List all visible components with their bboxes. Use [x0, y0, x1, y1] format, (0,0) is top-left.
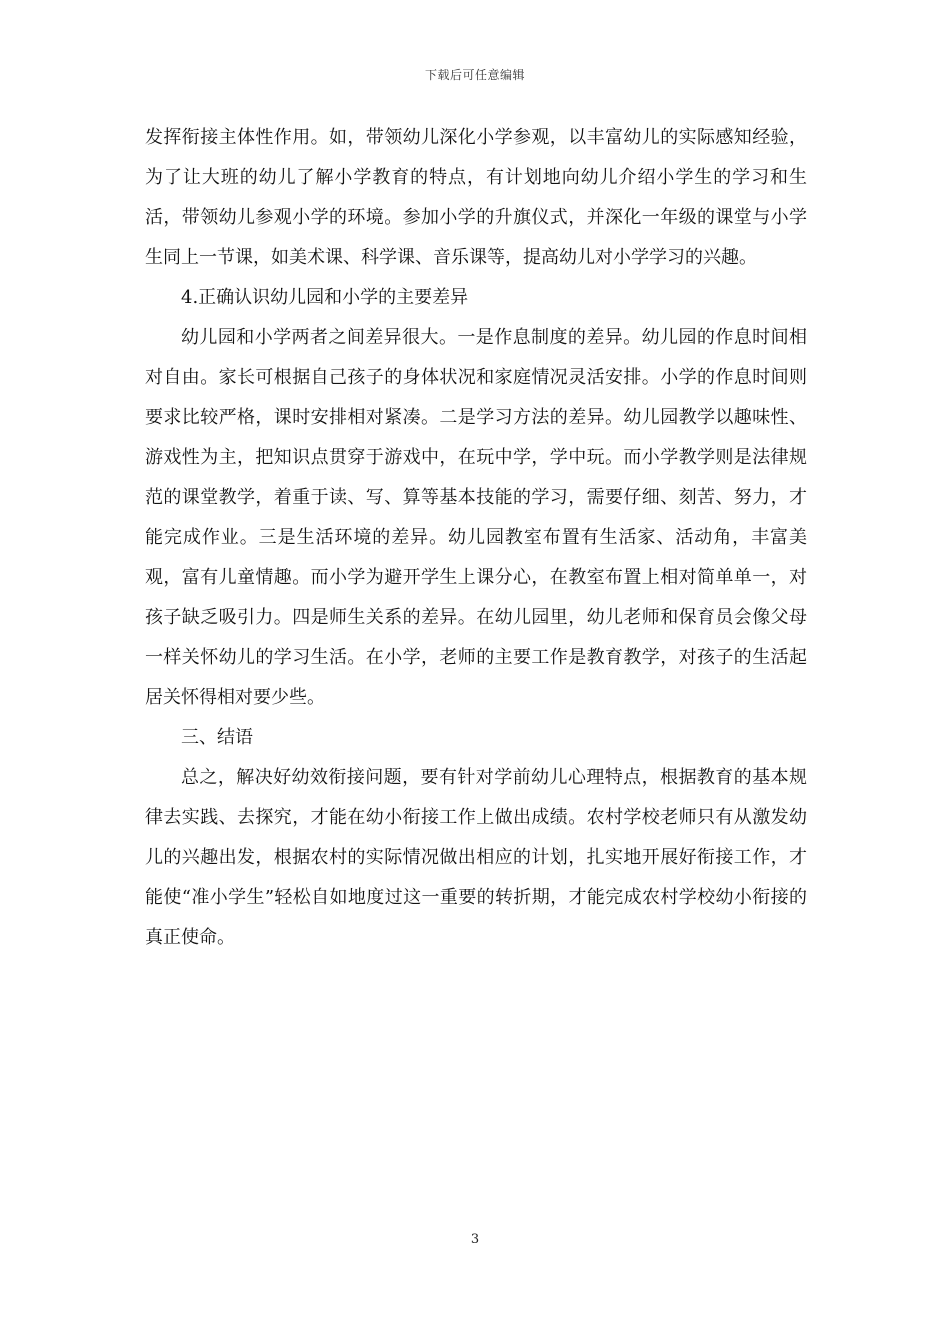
section-heading-4: 4.正确认识幼儿园和小学的主要差异 [181, 287, 469, 308]
paragraph-differences: 幼儿园和小学两者之间差异很大。一是作息制度的差异。幼儿园的作息时间相对自由。家长可根据自己孩子的身体状况和家庭情况灵活安排。小学的作息时间则要求比较严格，课时安排相对紧凑。二是学习方法的差异。幼儿园教学以趣味性、游戏性为主，把知识点贯穿于游戏中，在玩中学，学中玩。而小学教学则是法律规范的课堂教学，着重于读、写、算等基本技能的学习，需要仔细、刻苦、努力，才能完成作业。三是生活环境的差异。幼儿园教室布置有生活家、活动角，丰富美观，富有儿童情趣。而小学为避开学生上课分心，在教室布置上相对简单单一，对孩子缺乏吸引力。四是师生关系的差异。在幼儿园里，幼儿老师和保育员会像父母一样关怀幼儿的学习生活。在小学，老师的主要工作是教育教学，对孩子的生活起居关怀得相对要少些。 [145, 327, 807, 708]
document-body [145, 118, 807, 958]
page-number: 3 [470, 1232, 480, 1247]
paragraph-continued: 发挥衔接主体性作用。如，带领幼儿深化小学参观，以丰富幼儿的实际感知经验，为了让大班的幼儿了解小学教育的特点，有计划地向幼儿介绍小学生的学习和生活，带领幼儿参观小学的环境。参加小学的升旗仪式，并深化一年级的课堂与小学生同上一节课，如美术课、科学课、音乐课等，提高幼儿对小学学习的兴趣。 [145, 127, 807, 268]
section-heading-conclusion: 三、结语 [181, 727, 253, 748]
page-header: 下载后可任意编辑 [424, 68, 525, 82]
paragraph-conclusion: 总之，解决好幼效衔接问题，要有针对学前幼儿心理特点，根据教育的基本规律去实践、去探究，才能在幼小衔接工作上做出成绩。农村学校老师只有从激发幼儿的兴趣出发，根据农村的实际情况做出相应的计划，扎实地开展好衔接工作，才能使“准小学生”轻松自如地度过这一重要的转折期，才能完成农村学校幼小衔接的真正使命。 [145, 767, 807, 948]
